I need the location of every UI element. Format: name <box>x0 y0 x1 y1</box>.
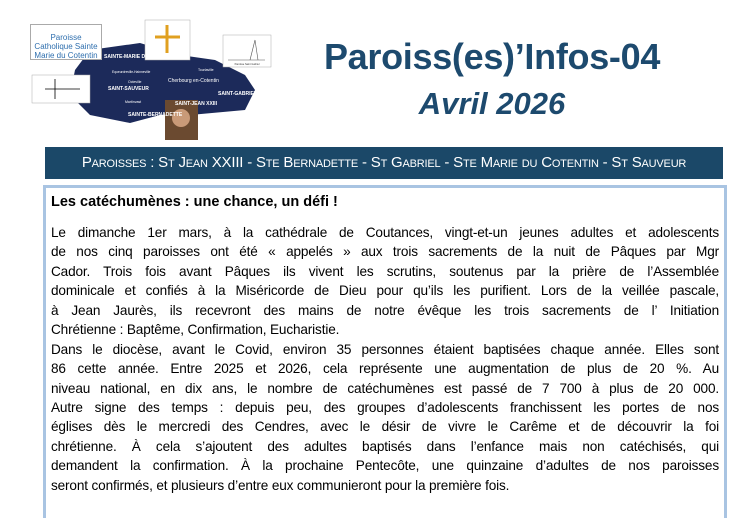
map-label: SAINT-GABRIEL <box>218 91 257 97</box>
parishes-banner: Paroisses : St Jean XXIII - Ste Bernadette - St Gabriel - Ste Marie du Cotentin - St Sauveur <box>45 147 723 179</box>
article-line: chrétienne. À cela s’ajoutent des adultes baptisés dans l’enfance mais non catéchisés, qui <box>51 438 719 454</box>
article-line: Chrétienne : Baptême, Confirmation, Eucharistie. <box>51 322 340 338</box>
map-label: SAINTE-MARIE DU-COTENTIN <box>104 54 176 60</box>
article-line: Autre signe des temps : depuis peu, des groupes d’adolescents franchissent les portes de nos <box>51 399 719 415</box>
map-label: Martinvast <box>125 100 142 104</box>
logo-text: Paroisse Saint Gabriel <box>234 63 260 66</box>
article-line: églises dès le mercredi des Cendres, avec le désir de vivre le Carême et de découvrir la foi <box>51 419 719 435</box>
newsletter-issue-date: Avril 2026 <box>418 86 566 121</box>
map-label: SAINTE-BERNADETTE <box>128 112 183 118</box>
newsletter-title: Paroiss(es)’Infos-04 <box>323 36 661 77</box>
article-line: dominicale et confiés à la Miséricorde de Dieu pour qu’ils les purifient. Lors de la veillée pascale, <box>51 283 719 299</box>
article-line: de nos cinq paroisses ont été « appelés » aux trois sacrements de la nuit de Pâques par Mgr <box>51 244 719 260</box>
map-label: Octeville <box>128 80 142 84</box>
article-line: Dans le diocèse, avant le Covid, environ 35 personnes étaient baptisées chaque année. Elles sont <box>51 341 719 357</box>
map-label: Tourlaville <box>198 68 214 72</box>
article-box <box>43 185 727 518</box>
map-label: SAINT-JEAN XXIII <box>175 101 217 107</box>
map-label: SAINT-SAUVEUR <box>108 86 149 92</box>
article-line: demandent la confirmation. À la prochaine Pentecôte, une quinzaine d’adultes de nos paroisses <box>51 458 719 474</box>
sainte-marie-parish-logo <box>30 24 102 60</box>
article-body <box>51 223 719 495</box>
map-label: Cherbourg en-Cotentin <box>168 78 219 84</box>
article-line: Cador. Trois fois avant Pâques ils vivent les scrutins, soutenus par la prière de l’Assemblée <box>51 263 719 279</box>
article-line: niveau national, en dix ans, le nombre de catéchumènes est passé de 7 700 à plus de 20 000. <box>51 380 719 396</box>
article-line: Le dimanche 1er mars, à la cathédrale de Coutances, vingt-et-un jeunes adultes et adolescents <box>51 225 719 240</box>
article-heading: Les catéchumènes : une chance, un défi ! <box>51 194 338 210</box>
article-line: à Jean Jaurès, ils recevront des mains de notre évêque les trois sacrements de l’ Initiation <box>51 302 719 318</box>
logo-text: Paroisse Catholique Sainte Marie du Cotentin <box>34 33 98 60</box>
map-label: Equeurdreville-Hainneville <box>112 70 151 74</box>
article-line: seront confirmés, et plusieurs d’entre eux communieront pour la première fois. <box>51 477 510 493</box>
article-line: 86 cette année. Entre 2025 et 2026, cela représente une augmentation de plus de 20 %. Au <box>51 361 719 377</box>
